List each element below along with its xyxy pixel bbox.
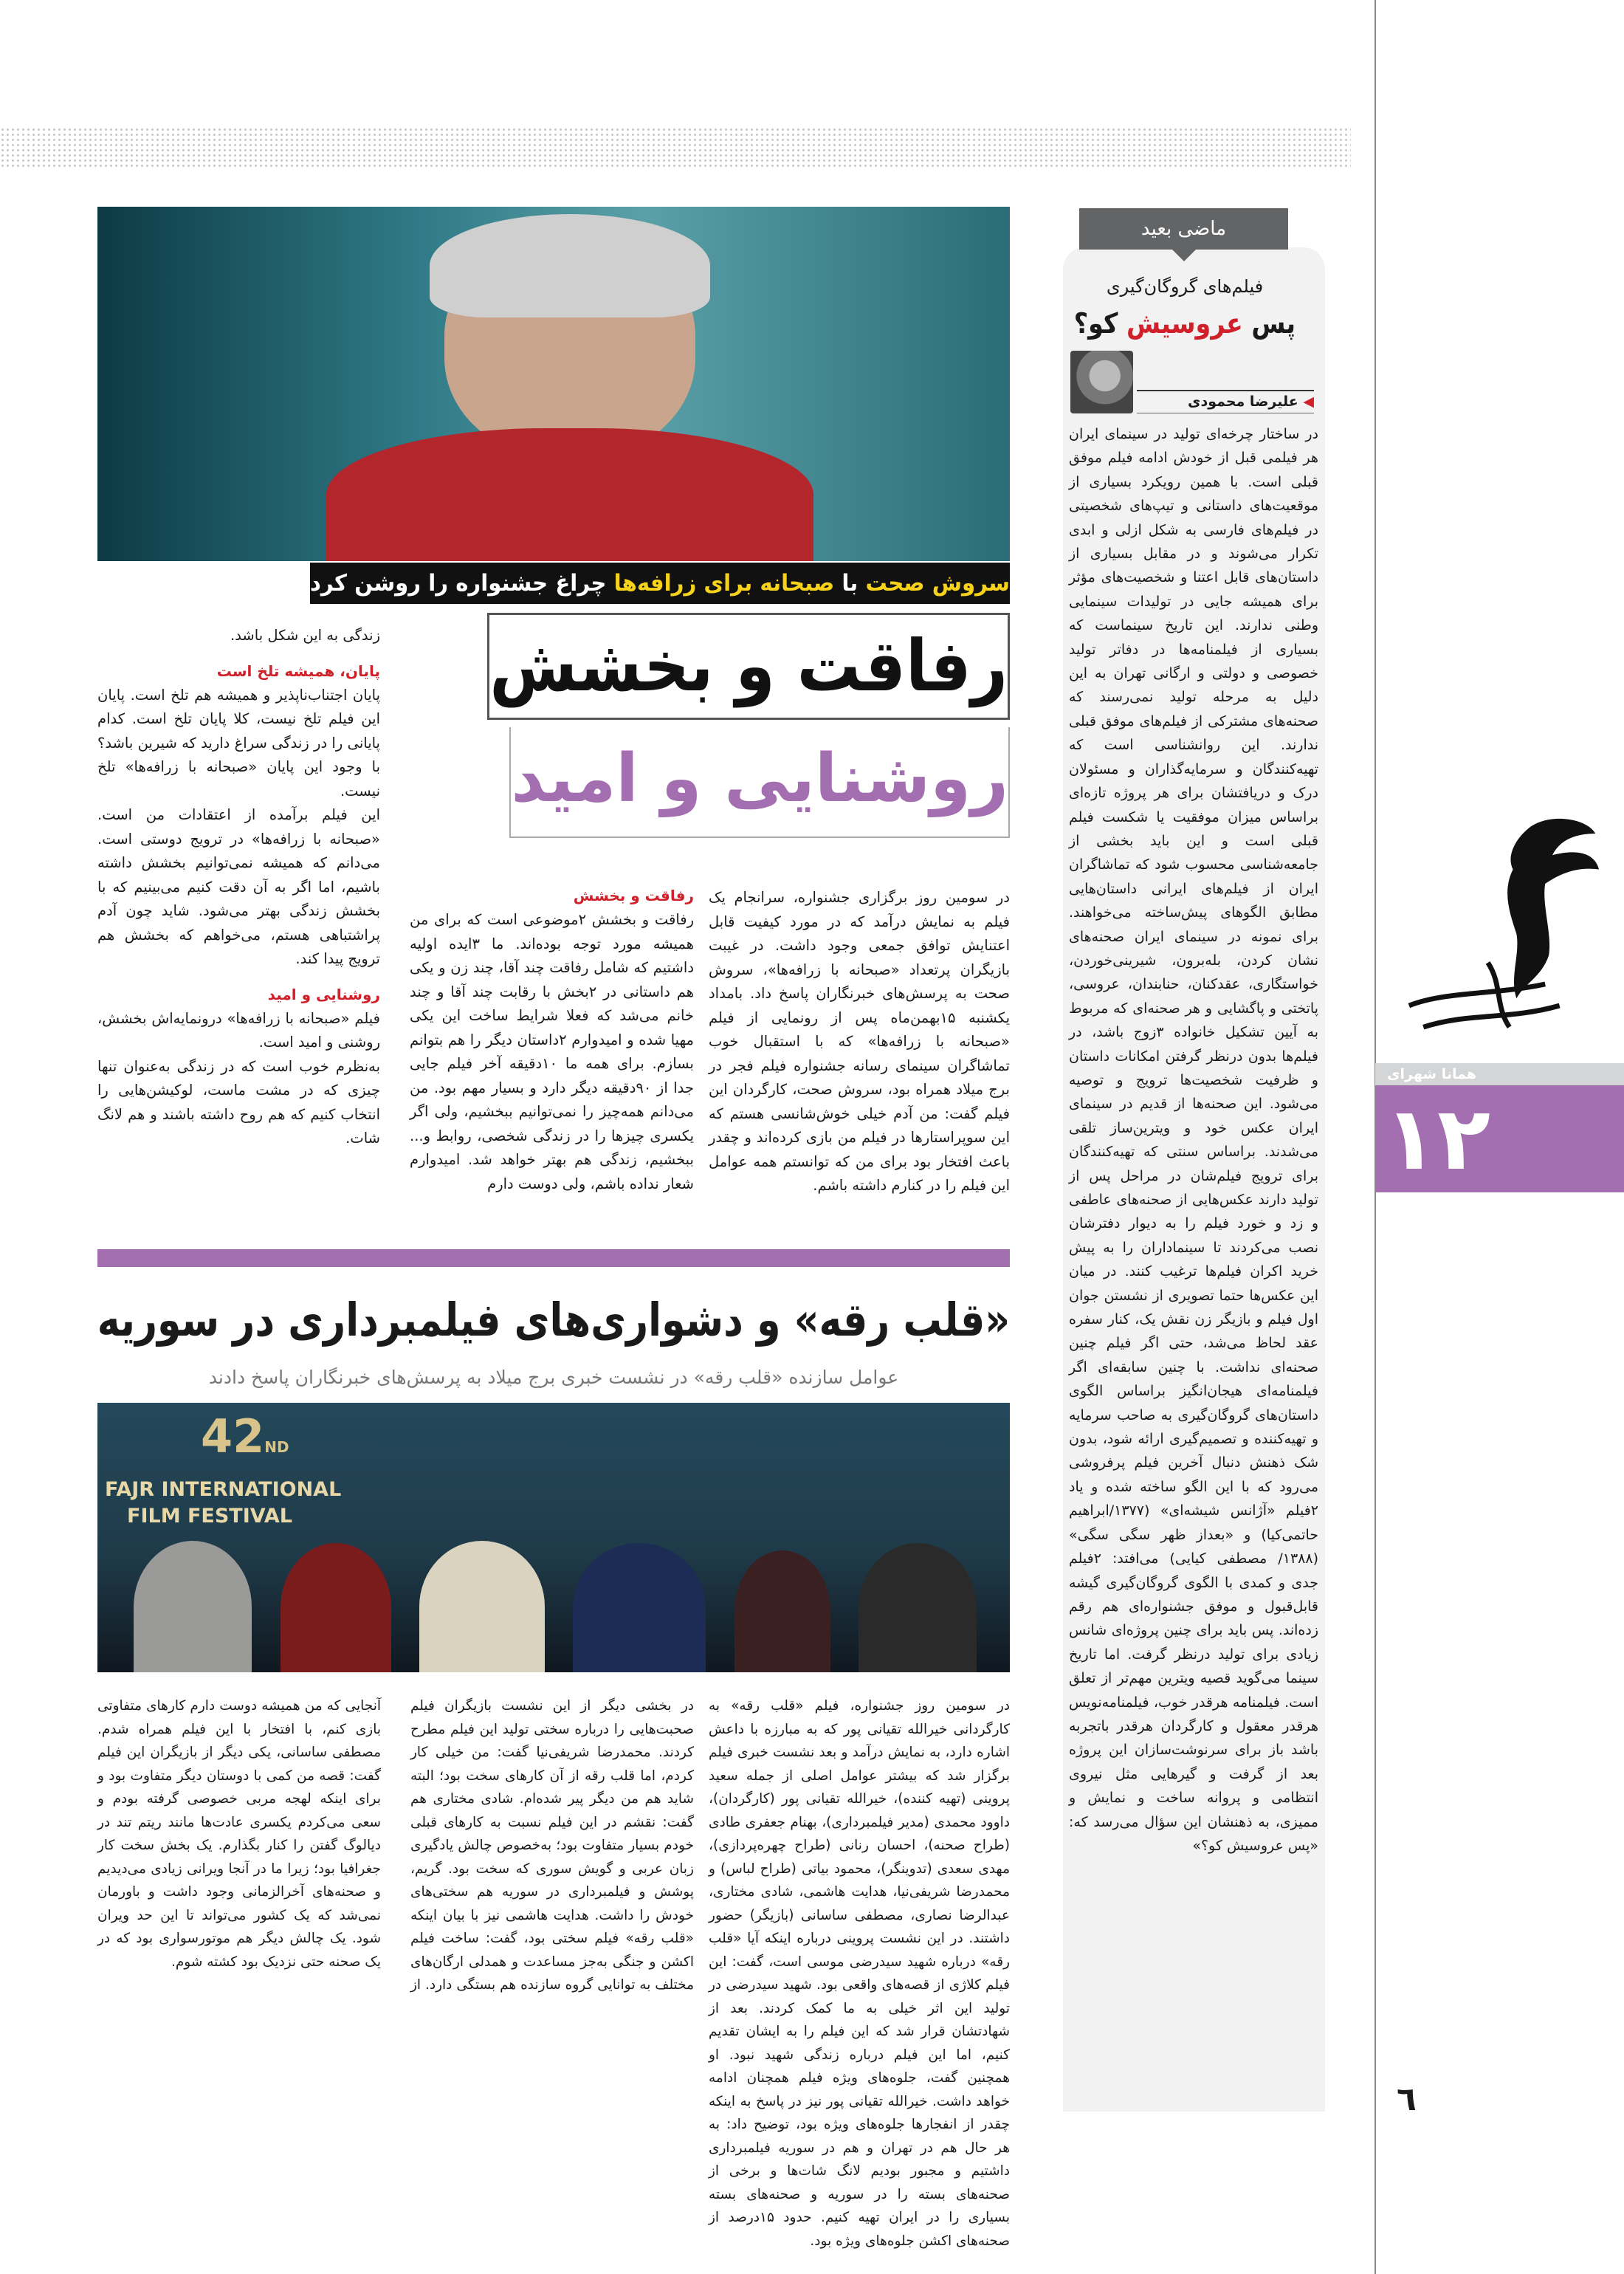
headline-sub: روشنایی و امید [511,740,1008,817]
section-heading: پایان، همیشه تلخ است [216,662,380,680]
caption-film: صبحانه برای زرافه‌ها [613,570,835,597]
press-conference-photo [97,1403,1010,1672]
top-article-col2 [410,883,694,1196]
paragraph: زندگی به این شکل باشد. [230,627,380,644]
sidebar-title [1073,304,1296,343]
page-number: ٦ [1397,2081,1417,2118]
section-tag [1079,208,1288,250]
tag-pointer-icon [1172,250,1196,261]
top-article-col3 [97,624,380,1151]
title-part: کو؟ [1073,307,1118,340]
paragraph: این فیلم برآمده از اعتقادات من است. «صبحانه با زرافه‌ها» در ترویج دوستی است. می‌دانم که همیشه نمی‌توانیم بخشش داشته باشیم، اما اگر به آن دقت کنیم می‌بینیم که با بخشش زندگی بهتر می‌شود. شاید چون آدم پراشتباهی هستم، می‌خواهم که بخشش هم ترویج پیدا کند. [97,806,380,967]
headline-main: رفاقت و بخشش [489,625,1008,707]
caption-name: سروش صحت [865,570,1010,597]
panelists [120,1539,991,1672]
title-part: پس [1251,307,1296,340]
sidebar-body: در ساختار چرخه‌ای تولید در سینمای ایران هر فیلمی قبل از خودش ادامه فیلم موفق قبلی است. با همین رویکرد بسیاری از موقعیت‌های داستانی و تیپ‌های شخصیتی در فیلم‌های فارسی به شکل ازلی و ابدی تکرار می‌شوند و در مقابل بسیاری از داستان‌های قابل اعتنا و شخصیت‌های مؤثر برای همیشه جایی در تولیدات سینمایی وطنی ندارند. این تاریخ سینماست که بسیاری از فیلمنامه‌ها در دفاتر تولید خصوصی و دولتی و ارگانی تهران به این دلیل به مرحله تولید نمی‌رسند که صحنه‌های مشترکی از فیلم‌های موفق قبلی ندارند. این روانشناسی است که تهیه‌کنندگان و سرمایه‌گذاران و مسئولان درک و دریافتشان برای هر پروژه تازه‌ای براساس میزان موفقیت یا شکست فیلم قبلی است و این باید بخشی از جامعه‌شناسی محسوب شود که تماشاگران ایران از فیلم‌های ایرانی داستان‌هایی مطابق الگوهای پیش‌ساخته می‌خواهند. برای نمونه در سینمای ایران صحنه‌های نشان کردن، بله‌برون، شیرینی‌خوردن، خواستگاری، عقدکنان، حنابندان، عروسی، پاتختی و پاگشایی و هر صحنه‌ای که مربوط به آیین تشکیل خانواده ۳زوج باشد، در فیلم‌ها بدون درنظر گرفتن امکانات داستان و ظرفیت شخصیت‌ها ترویج و توصیه می‌شود. این صحنه‌ها از قدیم در سینمای ایران عکس خود و ویترین‌ساز تلقی می‌شدند. براساس سنتی که تهیه‌کنندگان برای ترویج فیلم‌شان در مراحل پس از تولید دارند عکس‌هایی از صحنه‌های عاطفی و زد و خورد فیلم را به دیوار دفترشان نصب می‌کردند تا سینماداران را به پیش خرید اکران فیلم‌ها ترغیب کنند. در میان این عکس‌ها حتما تصویری از نشستن جوان اول فیلم و بازیگر زن نقش یک، کنار سفره عقد لحاظ می‌شد، حتی اگر فیلم چنین صحنه‌ای نداشت. با چنین سابقه‌ای اگر فیلمنامه‌ای هیجان‌انگیز براساس الگوی داستان‌های گروگان‌گیری به صاحب سرمایه و تهیه‌کننده و تصمیم‌گیری ارائه شود، بدون شک ذهنش دنبال آخرین فیلم پرفروشی می‌رود که با این الگو ساخته شده و یاد ۲فیلم «آژانس شیشه‌ای» (۱۳۷۷/ابراهیم حاتمی‌کیا) و «بعداز ظهر سگی سگی» (۱۳۸۸/ مصطفی کیایی) می‌افتد: ۲فیلم جدی و کمدی با الگوی گروگان‌گیری گیشه قابل‌قبول و موفق جشنواره‌ای هم رقم زده‌اند. پس باید برای چنین پروژه‌ای شانس زیادی برای تولید درنظر گرفت. اما تاریخ سینما می‌گوید قصیه ویترین مهم‌تر از تعلق است. فیلمنامه هرقدر خوب، فیلمنامه‌نویس هرقدر معقول و کارگردان هرقدر باتجربه باشد باز برای سرنوشت‌سازان این پروژه بعد از گرفت و گیرهایی مثل نیروی انتظامی و پروانه ساخت و نمایش و ممیزی، به ذهنشان این سؤال می‌رسد که: «پس عروسیش کو؟» [1069,426,1318,1854]
byline-arrow-icon: ◀ [1303,394,1314,410]
headline-sub-box [509,727,1010,838]
title-highlight: عروسیش [1126,307,1243,340]
banner-number: 42 [201,1409,265,1463]
director-photo [97,207,1010,561]
section-heading: رفاقت و بخشش [573,887,694,904]
decorative-dot-band [0,127,1351,170]
bottom-col1: در سومین روز جشنواره، فیلم «قلب رقه» به کارگردانی خیرالله تقیانی پور که به مبارزه با داعش اشاره دارد، به نمایش درآمد و بعد نشست خبری فیلم برگزار شد که بیشتر عوامل اصلی از جمله سعید پروینی (تهیه کننده)، خیرالله تقیانی پور (کارگردان)، داوود محمدی (مدیر فیلمبرداری)، بهنام جعفری طادی (طراح صحنه)، احسان رنانی (طراح چهره‌پردازی)، مهدی سعدی (تدوینگر)، محمود بیاتی (طراح لباس) و محمدرضا شریفی‌نیا، هدایت هاشمی، شادی مختاری، عبدالرضا نصاری، مصطفی ساسانی (بازیگر) حضور داشتند. در این نشست پروینی درباره اینکه آیا «قلب رقه» درباره شهید سیدرضی موسی است، گفت: این فیلم کلاژی از قصه‌های واقعی بود. شهید سیدرضی در تولید این اثر خیلی به ما کمک کردند. بعد از شهادتشان قرار شد که این فیلم را به ایشان تقدیم کنیم، اما این فیلم درباره زندگی شهید نبود. او همچنین گفت، جلوه‌های ویژه فیلم همچنان ادامه خواهد داشت. خیرالله تقیانی پور نیز در پاسخ به اینکه چقدر از انفجارها جلوه‌های ویژه بود، توضیح داد: به هر حال هم در تهران و هم در سوریه فیلمبرداری داشتیم و مجبور بودیم لانگ شات‌ها و برخی از صحنه‌های بسته را در سوریه و صحنه‌های بسته بسیاری را در ایران تهیه کنیم. حدود ۱۵درصد از صحنه‌های اکشن جلوه‌های ویژه بود. [709,1698,1010,2249]
headline-main-box [487,613,1010,720]
bottom-subtitle: عوامل سازنده «قلب رقه» در نشست خبری برج میلاد به پرسش‌های خبرنگاران پاسخ دادند [208,1367,899,1388]
photo-caption-bar [310,563,1010,604]
banner-suffix: ND [264,1438,289,1456]
festival-banner [201,1410,289,1475]
festival-logo [1380,812,1624,1056]
caption-text: با [834,570,866,597]
side-band-text: همانا شهرای [1387,1066,1476,1082]
paragraph: پایان اجتناب‌ناپذیر و همیشه هم تلخ است. پایان این فیلم تلخ نیست، کلا پایان تلخ است. کدام پایانی را در زندگی سراغ دارید که شیرین باشد؟ با وجود این پایان «صبحانه با زرافه‌ها» تلخ نیست. [97,686,380,800]
caption-text: چراغ جشنواره را روشن کرد [309,570,614,597]
simorgh-logo-icon [1380,812,1624,1056]
section-tag-label: ماضی بعید [1140,218,1227,240]
paragraph: فیلم «صبحانه با زرافه‌ها» درونمایه‌اش بخشش، روشنی و امید است. [97,1009,380,1051]
festival-banner-text [105,1477,341,1530]
section-heading: روشنایی و امید [267,985,380,1003]
bottom-col2: در بخشی دیگر از این نشست بازیگران فیلم صحبت‌هایی را درباره سختی تولید این فیلم مطرح کردند. محمدرضا شریفی‌نیا گفت: من خیلی کار کردم، اما قلب رقه از آن کارهای سخت بود؛ البته شاید هم من دیگر پیر شده‌ام. شادی مختاری هم گفت: نقشم در این فیلم نسبت به کارهای قبلی خودم بسیار متفاوت بود؛ به‌خصوص چالش یادگیری زبان عربی و گویش سوری که سخت بود. گریم، پوشش و فیلمبرداری در سوریه هم سختی‌های خودش را داشت. هدایت هاشمی نیز با بیان اینکه «قلب رقه» فیلم سختی بود، گفت: ساخت فیلم اکشن و جنگی به‌جز مساعدت و همدلی ارگان‌های مختلف به توانایی گروه سازنده هم بستگی دارد. از آنجایی که من همیشه دوست دارم کارهای متفاوتی بازی کنم، با افتخار با این فیلم همراه شدم. مصطفی ساسانی، یکی دیگر از بازیگران این فیلم گفت: قصه من کمی با دوستان دیگر متفاوت بود و برای اینکه لهجه مربی خصوصی گرفته بودم و سعی می‌کردم یکسری عادت‌ها مانند ریتم تند در دیالوگ گفتن را کنار بگذارم. یک بخش سخت کار جغرافیا بود؛ زیرا ما در آنجا ویرانی زیادی می‌دیدیم و صحنه‌های آخرالزمانی وجود داشت و باورمان نمی‌شد که یک کشور می‌تواند تا این حد ویران شود. یک چالش دیگر هم موتورسواری بود که در یک صحنه حتی نزدیک بود کشته شوم. [97,1698,694,1993]
top-article-col1 [709,886,1010,1198]
intro-paragraph: در سومین روز برگزاری جشنواره، سرانجام یک فیلم به نمایش درآمد که در مورد کیفیت قابل اعتنایش توافق جمعی وجود داشت. در غیبت بازیگران پرتعداد «صبحانه با زرافه‌ها»، سروش صحت به پرسش‌های خبرنگاران پاسخ داد. بامداد یکشنبه ۱۵بهمن‌ماه پس از رونمایی از فیلم «صبحانه با زرافه‌ها» که با استقبال خوب تماشاگران سینمای رسانه جشنواره فیلم فجر در برج میلاد همراه بود، سروش صحت، کارگردان این فیلم گفت: من آدم خیلی خوش‌شانسی هستم که این سوپراستارها در فیلم من بازی کرده‌اند و چقدر باعث افتخار بود برای من که توانستم همه عوامل این فیلم را در کنارم داشته باشم. [709,889,1010,1194]
sidebar-kicker: فیلم‌های گروگان‌گیری [1106,276,1264,297]
author-photo [1070,351,1133,413]
side-band [1375,1063,1624,1085]
issue-number: ١٢ [1384,1088,1491,1189]
author-name: علیرضا محمودی [1188,394,1298,410]
photo-caption [309,563,1010,604]
author-byline [1137,390,1314,413]
bottom-headline: «قلب رقه» و دشواری‌های فیلمبرداری در سوریه [97,1293,1010,1347]
paragraph: به‌نظرم خوب است که در زندگی به‌عنوان تنها چیزی که در مشت ماست، لوکیشن‌هایی را انتخاب کنیم که هم روح داشته باشند و هم لانگ شات. [97,1057,380,1147]
issue-number-band [1375,1085,1624,1192]
paragraph: رفاقت و بخشش ۲موضوعی است که برای من همیشه مورد توجه بوده‌اند. ما ۳ایده اولیه داشتیم که شامل رفاقت چند آقا، چند زن و یکی هم داستانی در ۲بخش با رقابت چند آقا و چند خانم می‌شد که فعلا شرایط ساخت این یکی مهیا شده و امیدوارم ۲داستان دیگر را هم بتوانم بسازم. برای همه ما ۱۰دقیقه آخر فیلم جایی جدا از ۹۰دقیقه دیگر دارد و بسیار مهم بود. من می‌دانم همه‌چیز را نمی‌توانیم ببخشیم، ولی اگر یکسری چیزها را در زندگی شخصی، روابط و... ببخشیم، زندگی هم بهتر خواهد شد. امیدوارم شعار نداده باشم، ولی دوست دارم [410,911,694,1192]
section-divider-bar [97,1249,1010,1267]
banner-line: FILM FESTIVAL [127,1505,292,1528]
banner-line: FAJR INTERNATIONAL [105,1478,342,1501]
